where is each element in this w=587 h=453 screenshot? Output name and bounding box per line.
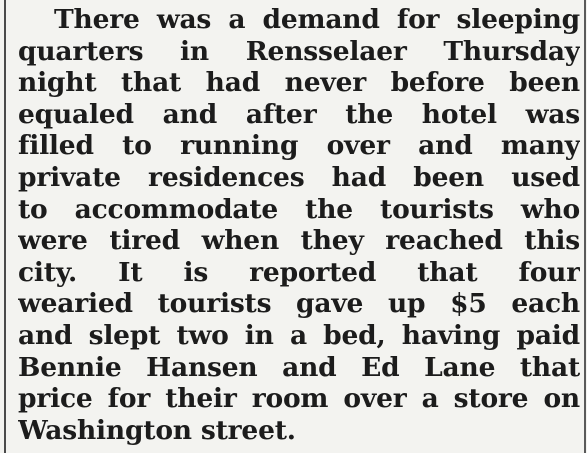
article-line: price for their room over a store on — [18, 383, 580, 415]
article-line: equaled and after the hotel was — [18, 98, 580, 130]
article-line: night that had never before been — [18, 67, 580, 99]
column-rule-left — [4, 0, 6, 453]
article-line: were tired when they reached this — [18, 225, 580, 257]
column-rule-right — [584, 0, 586, 453]
article-line: wearied tourists gave up $5 each — [18, 288, 580, 320]
article-line: quarters in Rensselaer Thursday — [18, 35, 580, 67]
article-paragraph — [18, 4, 580, 446]
article-line: and slept two in a bed, having paid — [18, 319, 580, 351]
article-line: Bennie Hansen and Ed Lane that — [18, 351, 580, 383]
article-line: There was a demand for sleeping — [54, 4, 580, 35]
article-line: private residences had been used — [18, 161, 580, 193]
article-line: city. It is reported that four — [18, 256, 580, 288]
article-line: to accommodate the tourists who — [18, 193, 580, 225]
article-line: filled to running over and many — [18, 130, 580, 162]
article-line: Washington street. — [18, 414, 296, 446]
